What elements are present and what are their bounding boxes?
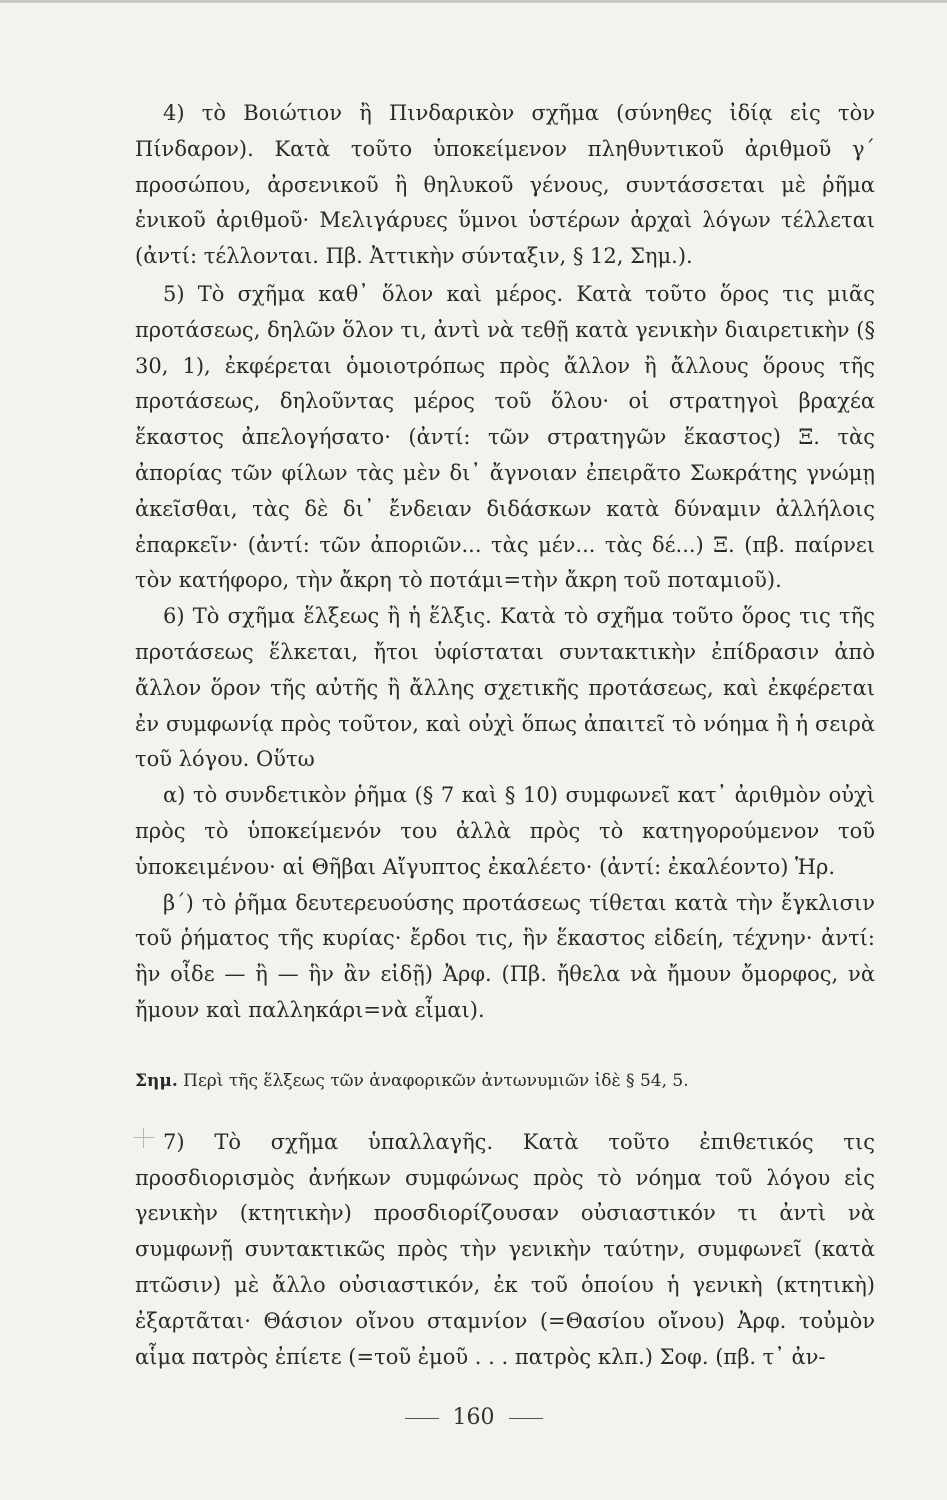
footnote-label: Σημ. xyxy=(135,1070,178,1091)
page-body xyxy=(135,96,875,1375)
page-number: 160 xyxy=(452,1405,495,1430)
paragraph-4-boeotian-figure: 4) τὸ Βοιώτιον ἢ Πινδαρικὸν σχῆμα (σύνηθες ἰδίᾳ εἰς τὸν Πίνδαρον). Κατὰ τοῦτο ὑποκείμενον πληθυντικοῦ ἀριθμοῦ γ΄ προσώπου, ἀρσενικοῦ ἢ θηλυκοῦ γένους, συντάσσεται μὲ ῥῆμα ἑνικοῦ ἀριθμοῦ· Μελιγάρυες ὕμνοι ὑστέρων ἀρχαὶ λόγων τέλλεται (ἀντί: τέλλονται. Πβ. Ἀττικὴν σύνταξιν, § 12, Σημ.). xyxy=(135,101,875,269)
footnote-text: Περὶ τῆς ἕλξεως τῶν ἀναφορικῶν ἀντωνυμιῶν ἰδὲ § 54, 5. xyxy=(183,1070,689,1091)
paragraph-6a-linking-verb: α) τὸ συνδετικὸν ῥῆμα (§ 7 καὶ § 10) συμφωνεῖ κατ᾿ ἀριθμὸν οὐχὶ πρὸς τὸ ὑποκείμενόν του ἀλλὰ πρὸς τὸ κατηγορούμενον τοῦ ὑποκειμένου· αἱ Θῆβαι Αἴγυπτος ἐκαλέετο· (ἀντί: ἐκαλέοντο) Ἡρ. xyxy=(135,783,875,879)
paragraph-6b-mood-attraction: β΄) τὸ ῥῆμα δευτερευούσης προτάσεως τίθεται κατὰ τὴν ἔγκλισιν τοῦ ῥήματος τῆς κυρίας· ἔρδοι τις, ἣν ἕκαστος εἰδείη, τέχνην· ἀντί: ἣν οἶδε — ἢ — ἣν ἂν εἰδῇ) Ἀρφ. (Πβ. ἤθελα νὰ ἤμουν ὄμορφος, νὰ ἤμουν καὶ παλληκάρι=νὰ εἶμαι). xyxy=(135,890,875,1022)
page-edge xyxy=(0,0,947,3)
paragraph-7-hypallage: 7) Τὸ σχῆμα ὑπαλλαγῆς. Κατὰ τοῦτο ἐπιθετικός τις προσδιορισμὸς ἀνήκων συμφώνως πρὸς τὸ νόημα τοῦ λόγου εἰς γενικὴν (κτητικὴν) προσδιορίζουσαν οὐσιαστικόν τι ἀντὶ νὰ συμφωνῇ συντακτικῶς πρὸς τὴν γενικὴν ταύτην, συμφωνεῖ (κατὰ πτῶσιν) μὲ ἄλλο οὐσιαστικόν, ἐκ τοῦ ὁποίου ἡ γενικὴ (κτητικὴ) ἐξαρτᾶται· Θάσιον οἴνου σταμνίον (=Θασίου οἴνου) Ἀρφ. τοὐμὸν αἷμα πατρὸς ἐπίετε (=τοῦ ἐμοῦ . . . πατρὸς κλπ.) Σοφ. (πβ. τ᾿ ἀν- xyxy=(135,1129,875,1369)
paragraph-5-whole-and-part: 5) Τὸ σχῆμα καθ᾿ ὅλον καὶ μέρος. Κατὰ τοῦτο ὅρος τις μιᾶς προτάσεως, δηλῶν ὅλον τι, ἀντὶ νὰ τεθῇ κατὰ γενικὴν διαιρετικὴν (§ 30, 1), ἐκφέρεται ὁμοιοτρόπως πρὸς ἄλλον ἢ ἄλλους ὅρους τῆς προτάσεως, δηλοῦντας μέρος τοῦ ὅλου· οἱ στρατηγοὶ βραχέα ἕκαστος ἀπελογήσατο· (ἀντί: τῶν στρατηγῶν ἕκαστος) Ξ. τὰς ἀπορίας τῶν φίλων τὰς μὲν δι᾿ ἄγνοιαν ἐπειρᾶτο Σωκράτης γνώμῃ ἀκεῖσθαι, τὰς δὲ δι᾿ ἔνδειαν διδάσκων κατὰ δύναμιν ἀλλήλοις ἐπαρκεῖν· (ἀντί: τῶν ἀποριῶν... τὰς μέν... τὰς δέ...) Ξ. (πβ. παίρνει τὸν κατήφορο, τὴν ἄκρη τὸ ποτάμι=τὴν ἄκρη τοῦ ποταμιοῦ). xyxy=(135,281,875,593)
footer-dash-left xyxy=(405,1418,439,1419)
registration-mark xyxy=(134,1128,154,1148)
footnote xyxy=(135,1067,875,1095)
paragraph-6-attraction: 6) Τὸ σχῆμα ἕλξεως ἢ ἡ ἕλξις. Κατὰ τὸ σχῆμα τοῦτο ὅρος τις τῆς προτάσεως ἕλκεται, ἤτοι ὑφίσταται συντακτικὴν ἐπίδρασιν ἀπὸ ἄλλον ὅρον τῆς αὐτῆς ἢ ἄλλης σχετικῆς προτάσεως, καὶ ἐκφέρεται ἐν συμφωνίᾳ πρὸς τοῦτον, καὶ οὐχὶ ὅπως ἀπαιτεῖ τὸ νόημα ἢ ἡ σειρὰ τοῦ λόγου. Οὕτω xyxy=(135,604,875,772)
footer-dash-right xyxy=(509,1418,543,1419)
page-footer xyxy=(0,1405,947,1430)
